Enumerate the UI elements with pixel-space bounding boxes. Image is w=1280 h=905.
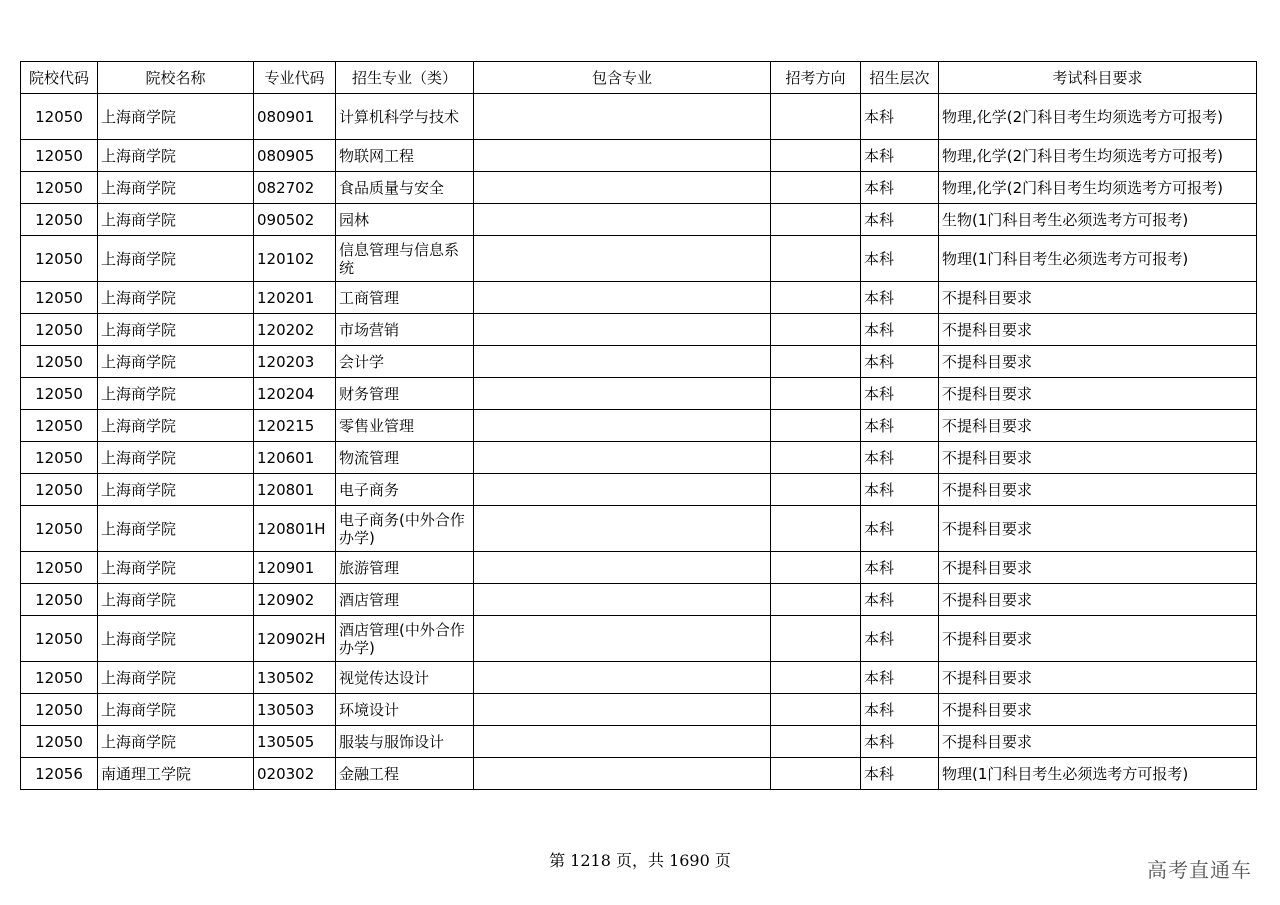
cell-included-majors [474,314,771,346]
cell-subject-requirement: 不提科目要求 [939,378,1257,410]
cell-major: 旅游管理 [336,552,474,584]
cell-school-code: 12050 [21,726,98,758]
cell-direction [771,662,861,694]
cell-major: 信息管理与信息系统 [336,236,474,282]
cell-included-majors [474,662,771,694]
header-school-name: 院校名称 [98,62,254,94]
cell-major: 服装与服饰设计 [336,726,474,758]
cell-subject-requirement: 物理,化学(2门科目考生均须选考方可报考) [939,172,1257,204]
cell-subject-requirement: 不提科目要求 [939,616,1257,662]
cell-school-code: 12050 [21,616,98,662]
cell-school-name: 上海商学院 [98,584,254,616]
cell-school-name: 上海商学院 [98,378,254,410]
cell-school-name: 上海商学院 [98,662,254,694]
cell-major-code: 130503 [254,694,336,726]
cell-direction [771,410,861,442]
cell-level: 本科 [861,552,939,584]
cell-level: 本科 [861,378,939,410]
header-level: 招生层次 [861,62,939,94]
cell-major-code: 120215 [254,410,336,442]
cell-subject-requirement: 物理(1门科目考生必须选考方可报考) [939,758,1257,790]
cell-school-code: 12050 [21,378,98,410]
header-school-code: 院校代码 [21,62,98,94]
cell-major-code: 130502 [254,662,336,694]
cell-subject-requirement: 不提科目要求 [939,584,1257,616]
cell-school-code: 12050 [21,346,98,378]
cell-school-name: 上海商学院 [98,282,254,314]
cell-included-majors [474,616,771,662]
cell-school-name: 上海商学院 [98,506,254,552]
cell-level: 本科 [861,172,939,204]
table-row [21,616,1257,662]
cell-major: 园林 [336,204,474,236]
cell-major: 市场营销 [336,314,474,346]
cell-major-code: 120901 [254,552,336,584]
header-included-majors: 包含专业 [474,62,771,94]
cell-included-majors [474,236,771,282]
cell-included-majors [474,584,771,616]
cell-level: 本科 [861,346,939,378]
cell-school-code: 12050 [21,506,98,552]
cell-school-code: 12050 [21,552,98,584]
cell-level: 本科 [861,204,939,236]
table-row [21,474,1257,506]
cell-school-code: 12050 [21,94,98,140]
cell-included-majors [474,378,771,410]
cell-level: 本科 [861,282,939,314]
cell-school-code: 12050 [21,282,98,314]
cell-subject-requirement: 不提科目要求 [939,662,1257,694]
cell-included-majors [474,726,771,758]
cell-major: 财务管理 [336,378,474,410]
cell-school-code: 12050 [21,410,98,442]
cell-major-code: 120801H [254,506,336,552]
cell-major: 物联网工程 [336,140,474,172]
cell-level: 本科 [861,662,939,694]
cell-school-code: 12050 [21,662,98,694]
table-row [21,442,1257,474]
cell-school-name: 上海商学院 [98,474,254,506]
cell-level: 本科 [861,506,939,552]
table-row [21,236,1257,282]
cell-direction [771,616,861,662]
cell-subject-requirement: 不提科目要求 [939,410,1257,442]
table-row [21,346,1257,378]
cell-subject-requirement: 不提科目要求 [939,314,1257,346]
table-row [21,204,1257,236]
cell-subject-requirement: 物理,化学(2门科目考生均须选考方可报考) [939,140,1257,172]
cell-subject-requirement: 物理,化学(2门科目考生均须选考方可报考) [939,94,1257,140]
cell-major: 酒店管理 [336,584,474,616]
cell-subject-requirement: 不提科目要求 [939,346,1257,378]
cell-direction [771,506,861,552]
cell-level: 本科 [861,758,939,790]
cell-direction [771,346,861,378]
cell-subject-requirement: 不提科目要求 [939,552,1257,584]
cell-major: 会计学 [336,346,474,378]
watermark-logo-text: 高考直通车 [1147,858,1252,882]
table-header-row [21,62,1257,94]
cell-level: 本科 [861,584,939,616]
cell-major-code: 082702 [254,172,336,204]
header-direction: 招考方向 [771,62,861,94]
cell-school-name: 上海商学院 [98,726,254,758]
cell-direction [771,314,861,346]
cell-school-name: 上海商学院 [98,442,254,474]
cell-direction [771,94,861,140]
cell-school-name: 上海商学院 [98,236,254,282]
header-subject-requirement: 考试科目要求 [939,62,1257,94]
cell-major: 环境设计 [336,694,474,726]
cell-major: 食品质量与安全 [336,172,474,204]
table-row [21,662,1257,694]
cell-included-majors [474,346,771,378]
cell-major-code: 130505 [254,726,336,758]
cell-included-majors [474,694,771,726]
cell-subject-requirement: 不提科目要求 [939,694,1257,726]
cell-major: 计算机科学与技术 [336,94,474,140]
cell-major: 视觉传达设计 [336,662,474,694]
cell-major: 物流管理 [336,442,474,474]
cell-major-code: 120902H [254,616,336,662]
cell-school-code: 12050 [21,172,98,204]
cell-direction [771,474,861,506]
cell-school-name: 上海商学院 [98,616,254,662]
cell-school-code: 12050 [21,442,98,474]
cell-direction [771,442,861,474]
cell-direction [771,552,861,584]
cell-school-code: 12056 [21,758,98,790]
admission-table [20,61,1257,790]
cell-direction [771,236,861,282]
cell-major: 工商管理 [336,282,474,314]
cell-included-majors [474,140,771,172]
cell-major-code: 120102 [254,236,336,282]
cell-major-code: 120201 [254,282,336,314]
cell-school-name: 上海商学院 [98,140,254,172]
cell-direction [771,204,861,236]
cell-direction [771,282,861,314]
cell-level: 本科 [861,410,939,442]
cell-school-name: 上海商学院 [98,204,254,236]
cell-direction [771,584,861,616]
cell-major-code: 020302 [254,758,336,790]
cell-major: 酒店管理(中外合作办学) [336,616,474,662]
cell-school-code: 12050 [21,584,98,616]
cell-subject-requirement: 不提科目要求 [939,442,1257,474]
cell-subject-requirement: 不提科目要求 [939,474,1257,506]
cell-major: 电子商务(中外合作办学) [336,506,474,552]
table-row [21,94,1257,140]
cell-major-code: 090502 [254,204,336,236]
header-major: 招生专业（类） [336,62,474,94]
table-row [21,172,1257,204]
cell-school-name: 上海商学院 [98,314,254,346]
cell-level: 本科 [861,94,939,140]
cell-included-majors [474,506,771,552]
cell-included-majors [474,442,771,474]
cell-level: 本科 [861,442,939,474]
cell-major-code: 120902 [254,584,336,616]
cell-school-name: 上海商学院 [98,346,254,378]
cell-included-majors [474,172,771,204]
cell-major-code: 120203 [254,346,336,378]
table-row [21,584,1257,616]
cell-school-name: 南通理工学院 [98,758,254,790]
cell-school-name: 上海商学院 [98,694,254,726]
table-row [21,694,1257,726]
table-row [21,410,1257,442]
cell-school-code: 12050 [21,204,98,236]
cell-school-name: 上海商学院 [98,410,254,442]
cell-direction [771,758,861,790]
table-body [21,94,1257,790]
cell-school-name: 上海商学院 [98,552,254,584]
cell-school-code: 12050 [21,314,98,346]
cell-included-majors [474,410,771,442]
cell-direction [771,378,861,410]
table-row [21,758,1257,790]
cell-major: 电子商务 [336,474,474,506]
cell-direction [771,140,861,172]
cell-major-code: 120202 [254,314,336,346]
cell-subject-requirement: 不提科目要求 [939,506,1257,552]
cell-direction [771,726,861,758]
cell-level: 本科 [861,474,939,506]
page-footer: 第 1218 页，共 1690 页 [549,851,731,870]
cell-major-code: 120801 [254,474,336,506]
cell-included-majors [474,94,771,140]
cell-major: 金融工程 [336,758,474,790]
cell-major-code: 080901 [254,94,336,140]
cell-school-code: 12050 [21,474,98,506]
table-row [21,314,1257,346]
table-row [21,726,1257,758]
table-row [21,140,1257,172]
cell-major: 零售业管理 [336,410,474,442]
cell-included-majors [474,552,771,584]
cell-major-code: 080905 [254,140,336,172]
header-major-code: 专业代码 [254,62,336,94]
cell-direction [771,694,861,726]
cell-direction [771,172,861,204]
cell-level: 本科 [861,236,939,282]
cell-subject-requirement: 不提科目要求 [939,282,1257,314]
cell-school-code: 12050 [21,694,98,726]
cell-subject-requirement: 物理(1门科目考生必须选考方可报考) [939,236,1257,282]
cell-major-code: 120204 [254,378,336,410]
cell-school-code: 12050 [21,140,98,172]
cell-subject-requirement: 不提科目要求 [939,726,1257,758]
table-row [21,552,1257,584]
cell-major-code: 120601 [254,442,336,474]
table-row [21,282,1257,314]
cell-level: 本科 [861,314,939,346]
cell-included-majors [474,474,771,506]
cell-subject-requirement: 生物(1门科目考生必须选考方可报考) [939,204,1257,236]
cell-included-majors [474,204,771,236]
cell-level: 本科 [861,694,939,726]
cell-included-majors [474,758,771,790]
cell-school-name: 上海商学院 [98,94,254,140]
cell-level: 本科 [861,726,939,758]
cell-school-code: 12050 [21,236,98,282]
table-row [21,506,1257,552]
table-row [21,378,1257,410]
cell-level: 本科 [861,616,939,662]
cell-level: 本科 [861,140,939,172]
cell-included-majors [474,282,771,314]
cell-school-name: 上海商学院 [98,172,254,204]
